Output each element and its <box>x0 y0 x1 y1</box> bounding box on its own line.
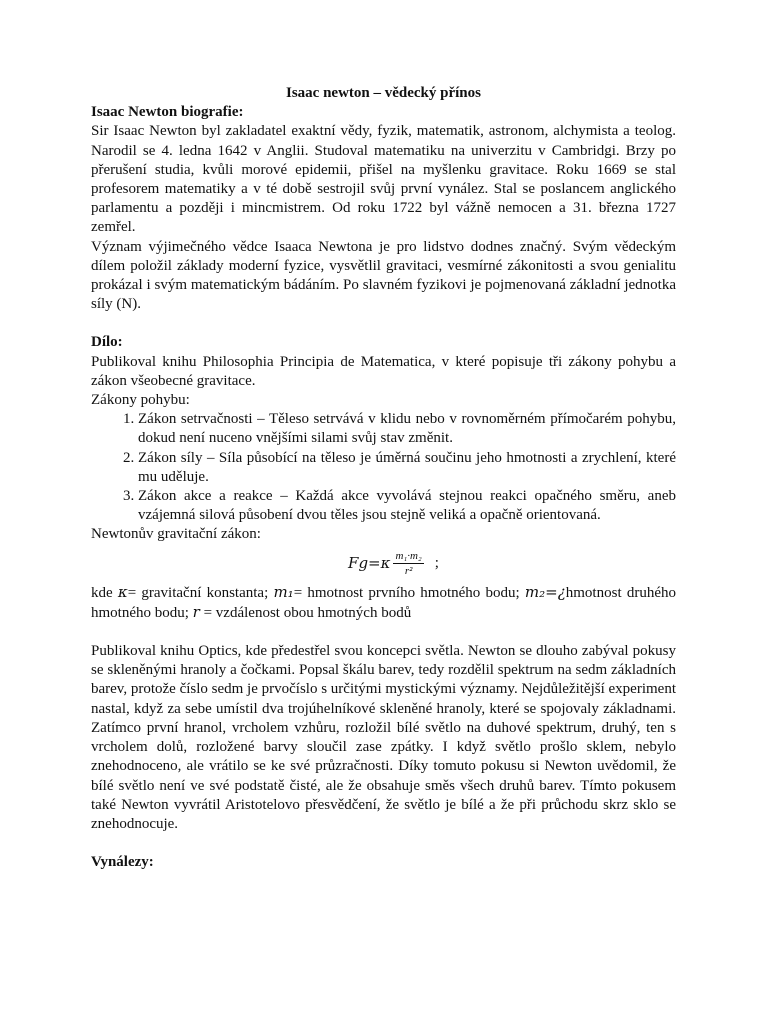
formula-legend <box>91 583 676 623</box>
laws-list <box>91 410 676 525</box>
formula-denominator: r² <box>404 565 413 578</box>
legend-symbol-r: r <box>192 602 200 621</box>
spacer <box>91 834 676 853</box>
formula-suffix: ; <box>434 555 439 572</box>
bio-paragraph-2: Význam výjimečného vědce Isaaca Newtona je pro lidstvo dodnes značný. Svým vědeckým dílem položil základy moderní fyzice, vysvětlil gravitaci, vesmírné zákonitosti a svou genialitu prokázal i svým matematickým bádáním. Po slavném fyzikovi je pojmenovaná základní jednotka síly (N). <box>91 238 676 313</box>
spacer <box>91 623 676 642</box>
legend-text: hmotnost druhého hmotného bodu; <box>91 584 676 621</box>
spacer <box>91 314 676 333</box>
document-title: Isaac newton – vědecký přínos <box>285 85 481 101</box>
dilo-paragraph: Publikoval knihu Philosophia Principia de Matematica, v které popisuje tři zákony pohybu a zákon všeobecné gravitace. <box>91 353 676 389</box>
dilo-heading: Dílo: <box>91 334 123 351</box>
formula-numerator: m₁·m₂ <box>395 550 422 563</box>
legend-text: kde <box>91 584 118 601</box>
bio-paragraph-1: Sir Isaac Newton byl zakladatel exaktní vědy, fyzik, matematik, astronom, alchymista a teolog. Narodil se 4. ledna 1642 v Anglii. Studoval matematiku na univerzitu v Cambridgi. Brzy po přerušení studia, kvůli morové epidemii, přišel na myšlenku gravitace. Roku 1669 se stal profesorem matematiky a v té době sestrojil svůj první vynález. Stal se poslancem anglického parlamentu a později i mincmistrem. Od roku 1722 byl vážně nemocen a 31. března 1727 zemřel. <box>91 123 676 236</box>
list-item: 3. Zákon akce a reakce – Každá akce vyvolává stejnou reakci opačného směru, aneb vzájemná silová působení dvou těles jsou stejně veliká a opačně orientovaná. <box>138 487 676 525</box>
legend-text: = vzdálenost obou hmotných bodů <box>199 604 412 621</box>
vynalezy-heading: Vynálezy: <box>91 854 154 871</box>
legend-text: = gravitační konstanta; <box>127 584 274 601</box>
gravity-law-intro: Newtonův gravitační zákon: <box>91 526 261 543</box>
gravity-formula <box>111 545 676 583</box>
formula-lhs: Fg=κ <box>348 554 391 573</box>
legend-symbol-m2: m₂=¿ <box>524 582 566 601</box>
list-item: 2. Zákon síly – Síla působící na těleso je úměrná součinu jeho hmotnosti a zrychlení, které mu uděluje. <box>138 449 676 487</box>
legend-symbol-kappa: κ <box>117 582 128 601</box>
bio-heading: Isaac Newton biografie: <box>91 104 244 121</box>
legend-text: = hmotnost prvního hmotného bodu; <box>293 584 525 601</box>
optics-paragraph: Publikoval knihu Optics, kde předestřel svou koncepci světla. Newton se dlouho zabýval pokusy se skleněnými hranoly a čočkami. Popsal škálu barev, tedy rozdělil spektrum na sedm základních barev, protože číslo sedm je prvočíslo s určitými mystickými významy. Nejdůležitější experiment nastal, když za sebe umístil dva trojúhelníkové skleněné hranoly, které se spojovaly základnami. Zatímco první hranol, vrcholem vzhůru, rozložil bílé světlo na duhové spektrum, druhý, ten s vrcholem dolů, rozložené barvy sloučil zase zpátky. I když světlo prošlo sklem, nebylo znehodnoceno, ale vrátilo se ke své průzračnosti. Díky tomuto pokusu si Newton uvědomil, že bílé světlo není ve své podstatě čisté, ale že obsahuje směs všech druhů barev. Tímto pokusem také Newton vyvrátil Aristotelovo přesvědčení, že světlo je bílé a že při průchodu skrz sklo se znehodnocuje. <box>91 643 676 832</box>
legend-symbol-m1: m₁ <box>273 582 294 601</box>
laws-intro: Zákony pohybu: <box>91 392 190 409</box>
formula-fraction <box>393 549 423 578</box>
document-body <box>91 84 676 872</box>
list-item: 1. Zákon setrvačnosti – Těleso setrvává v klidu nebo v rovnoměrném přímočarém pohybu, dokud není nuceno vnějšími silami svůj stav změnit. <box>138 410 676 448</box>
